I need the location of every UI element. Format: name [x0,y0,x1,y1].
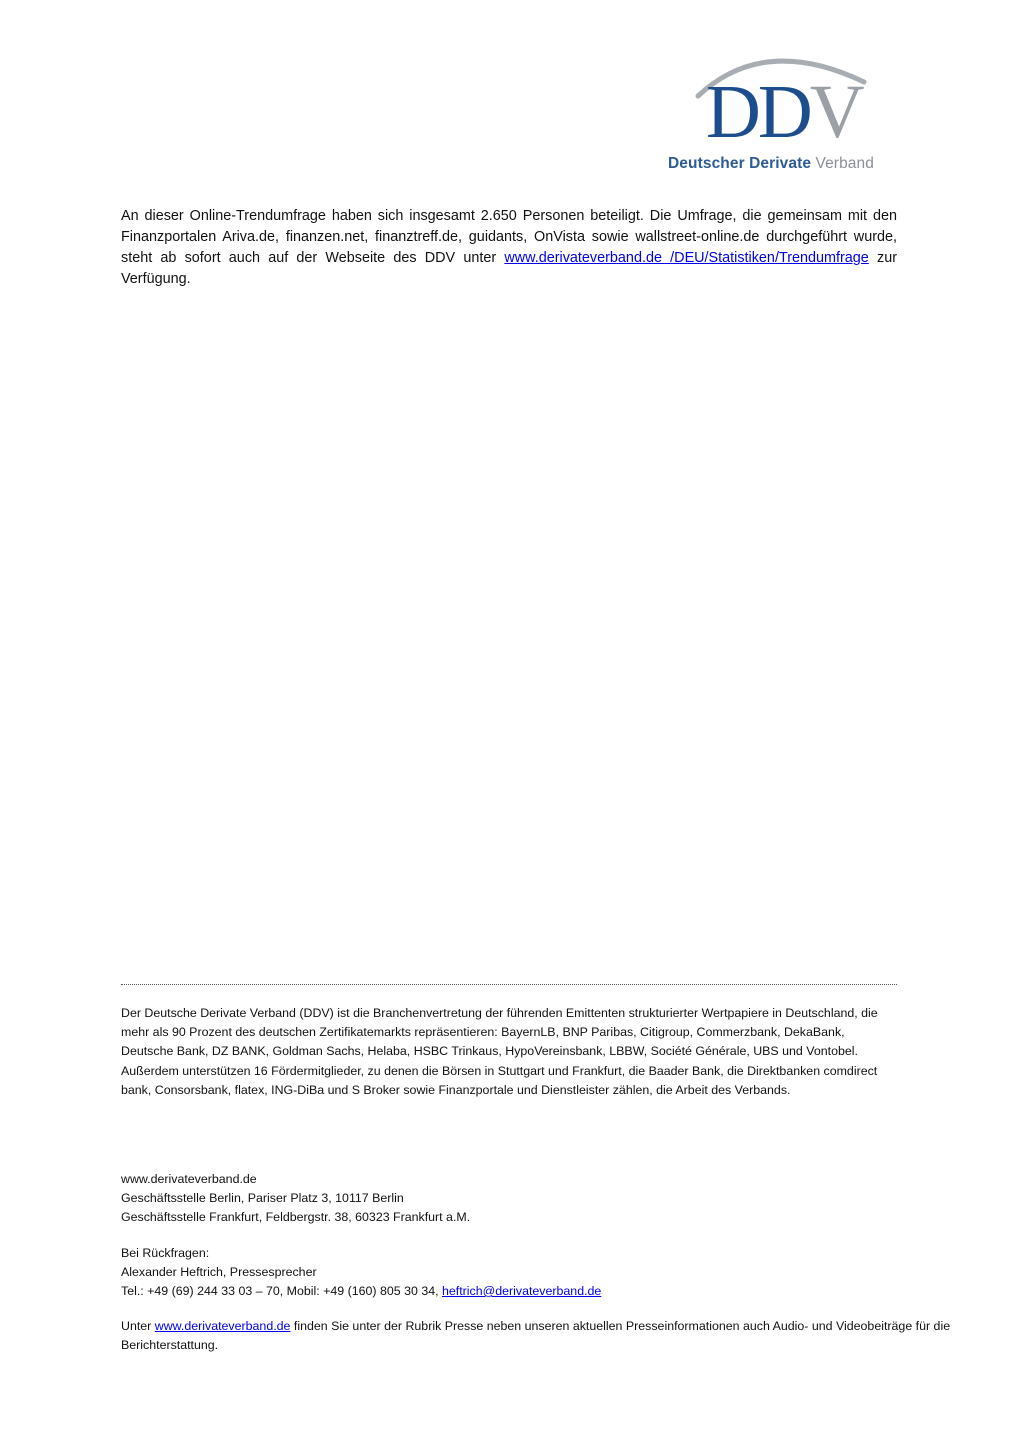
about-ddv-paragraph: Der Deutsche Derivate Verband (DDV) ist die Branchenvertretung der führenden Emittenten strukturierter Wertpapiere in Deutschland, die mehr als 90 Prozent des deutschen Zertifikatemarkts repräsentieren: BayernLB, BNP Paribas, Citigroup, Commerzbank, DekaBank, Deutsche Bank, DZ BANK, Goldman Sachs, Helaba, HSBC Trinkaus, HypoVereinsbank, LBBW, Société Générale, UBS und Vontobel. Außerdem unterstützen 16 Fördermitglieder, zu denen die Börsen in Stuttgart und Frankfurt, die Baader Bank, die Direktbanken comdirect bank, Consorsbank, flatex, ING-DiBa und S Broker sowie Finanzportale und Dienstleister zählen, die Arbeit des Verbands. [121,1006,878,1097]
intro-text: An dieser Online-Trendumfrage haben sich insgesamt 2.650 Personen beteiligt. Die Umfrage, die gemeinsam mit den Finanzportalen Ariva.de, finanzen.net, finanztreff.de, guidants, OnVista sowie wallstreet-online.de durchgeführt wurde, steht ab sofort auch auf der Webseite des DDV unter [121,208,897,266]
phone-text: Tel.: +49 (69) 244 33 03 – 70, Mobil: +49 (160) 805 30 34, [121,1284,443,1299]
trendumfrage-link-part2: /DEU/Statistiken/Trendumfrage [670,250,869,266]
trendumfrage-link[interactable] [504,250,868,266]
press-person: Alexander Heftrich, Pressesprecher [121,1264,317,1279]
intro-paragraph [121,206,897,290]
logo-wordmark-bold: Deutscher Derivate [668,155,812,172]
office-frankfurt: Geschäftsstelle Frankfurt, Feldbergstr. 38, 60323 Frankfurt a.M. [121,1210,471,1225]
logo-wordmark [668,155,874,173]
email-link[interactable]: heftrich@derivateverband.de [442,1284,602,1299]
logo-letters-dd: DD [706,70,810,154]
logo-letters [706,70,862,154]
ddv-logo [664,52,904,182]
contact-block [121,1170,921,1317]
trendumfrage-link-part1: www.derivateverband.de [504,250,662,266]
press-contact-block [121,1244,921,1302]
dotted-divider [121,984,897,985]
office-berlin: Geschäftsstelle Berlin, Pariser Platz 3, 10117 Berlin [121,1191,404,1206]
logo-letter-v: V [809,70,862,154]
phone-line [121,1282,921,1301]
address-block [121,1170,921,1228]
footer-paragraph [121,1317,951,1355]
footer-prefix: Unter [121,1319,155,1333]
logo-wordmark-light: Verband [811,155,874,172]
website-text: www.derivateverband.de [121,1172,257,1186]
footer-website-link[interactable]: www.derivateverband.de [154,1319,291,1333]
intro-suffix: zur Verfügung. [121,250,897,287]
footer-suffix: finden Sie unter der Rubrik Presse neben unseren aktuellen Presseinformationen auch Audio- und Videobeiträge für die Berichterstattung. [121,1319,951,1353]
questions-label: Bei Rückfragen: [121,1245,210,1260]
